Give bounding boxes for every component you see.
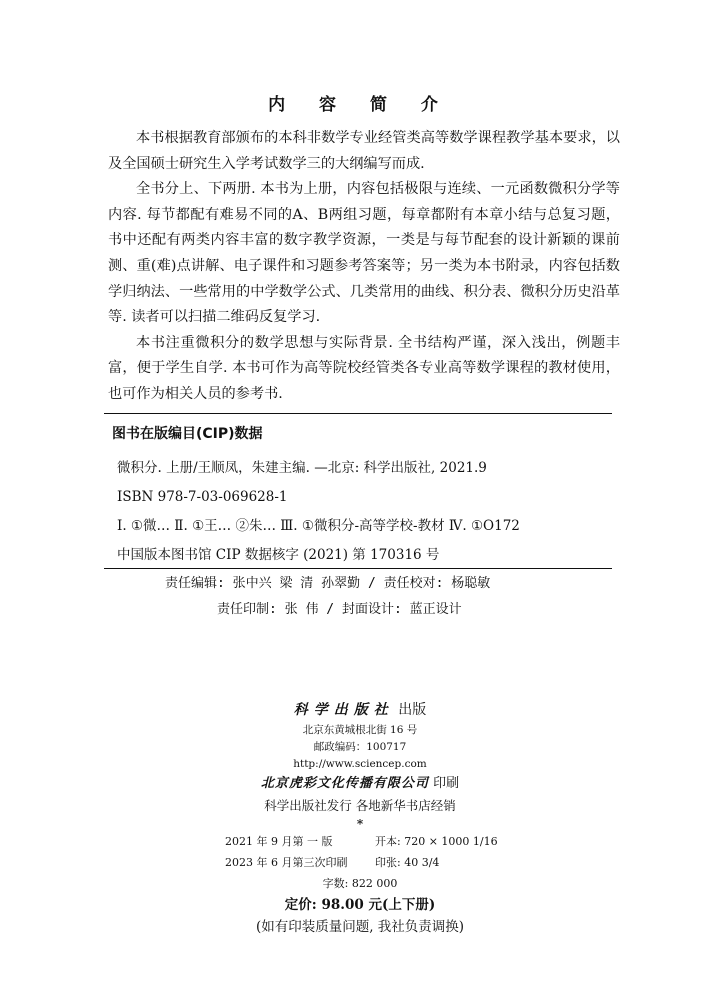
- sheets-info: 印张: 40 3/4: [375, 856, 440, 869]
- separator-star: *: [356, 817, 364, 831]
- intro-section: [108, 126, 620, 408]
- editors-line-1: 责任编辑: 张中兴 梁 清 孙翠勤 / 责任校对: 杨聪敏: [165, 576, 491, 591]
- printer-brand: 北京虎彩文化传播有限公司: [260, 776, 429, 791]
- printer-suffix: 印刷: [433, 776, 460, 791]
- quality-note: (如有印装质量问题, 我社负责调换): [255, 919, 465, 935]
- publisher-block: [0, 698, 720, 938]
- editors-block: [0, 571, 720, 623]
- publisher-brand: 科学出版社: [293, 702, 394, 718]
- cip-top-divider: [104, 413, 612, 414]
- cip-line-isbn: ISBN 978-7-03-069628-1: [117, 489, 288, 505]
- intro-paragraph: 本书注重微积分的数学思想与实际背景. 全书结构严谨，深入浅出，例题丰富，便于学生自学. 本书可作为高等院校经管类各专业高等数学课程的教材使用，也可作为相关人员的参考书.: [108, 334, 620, 402]
- distribution-line: 科学出版社发行 各地新华书店经销: [264, 798, 456, 813]
- publisher-suffix: 出版: [398, 702, 427, 718]
- cip-line-classification: Ⅰ. ①微… Ⅱ. ①王… ②朱… Ⅲ. ①微积分-高等学校-教材 Ⅳ. ①O172: [117, 518, 520, 534]
- cip-header: 图书在版编目(CIP)数据: [112, 426, 263, 442]
- printing-info: 2023 年 6 月第三次印刷: [225, 856, 348, 869]
- publisher-url: http://www.sciencep.com: [293, 758, 427, 770]
- cip-line-title: 微积分. 上册/王顺凤，朱建主编. —北京: 科学出版社, 2021.9: [117, 460, 487, 476]
- edition-info: 2021 年 9 月第 一 版: [225, 835, 333, 848]
- cip-line-record-number: 中国版本图书馆 CIP 数据核字 (2021) 第 170316 号: [117, 547, 440, 563]
- printer-line: [0, 773, 720, 795]
- printing-line: [0, 852, 720, 873]
- format-info: 开本: 720 × 1000 1/16: [375, 835, 498, 848]
- word-count: 字数: 822 000: [322, 877, 398, 890]
- cip-bottom-divider: [104, 568, 612, 569]
- editors-line-2: 责任印制: 张 伟 / 封面设计: 蓝正设计: [217, 602, 462, 617]
- page-title: 内 容 简 介: [268, 95, 452, 115]
- intro-paragraph: 全书分上、下两册. 本书为上册，内容包括极限与连续、一元函数微积分学等内容. 每节都配有难易不同的A、B两组习题，每章都附有本章小结与总复习题，书中还配有两类内容丰富的数字教学资源，一类是与每节配套的设计新颖的课前测、重(难)点讲解、电子课件和习题参考答案等；另一类为本书附录，内容包括数学归纳法、一些常用的中学数学公式、几类常用的曲线、积分表、微积分历史沿革等. 读者可以扫描二维码反复学习.: [108, 181, 620, 326]
- publisher-line: [0, 698, 720, 722]
- cip-block: [117, 454, 617, 570]
- price-line: 定价: 98.00 元(上下册): [284, 897, 436, 913]
- publisher-postcode: 邮政编码：100717: [313, 741, 407, 753]
- intro-paragraph: 本书根据教育部颁布的本科非数学专业经管类高等数学课程教学基本要求，以及全国硕士研究生入学考试数学三的大纲编写而成.: [108, 130, 620, 172]
- edition-line: [0, 831, 720, 852]
- publisher-address: 北京东黄城根北街 16 号: [302, 724, 418, 736]
